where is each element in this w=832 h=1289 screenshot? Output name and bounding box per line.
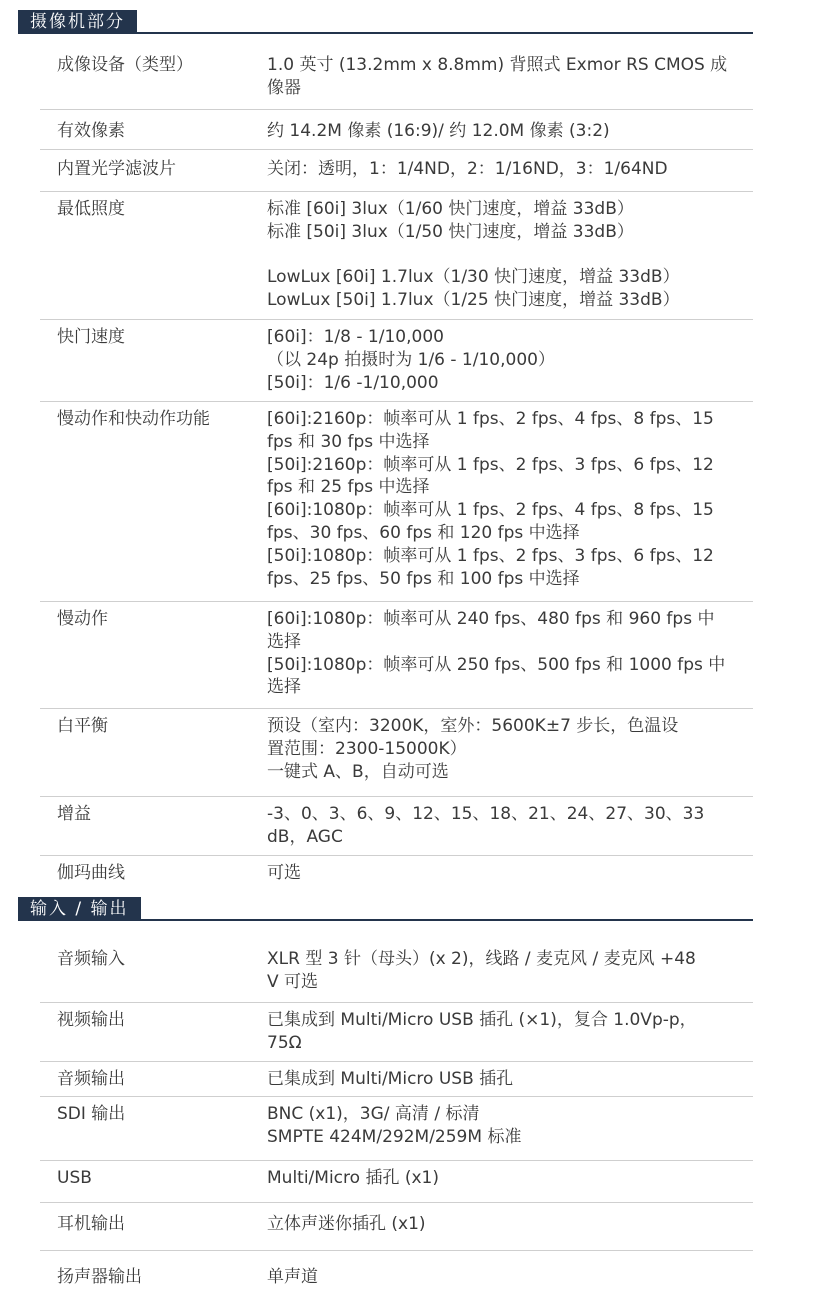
spec-value-line: [60i]:2160p：帧率可从 1 fps、2 fps、4 fps、8 fps、15 <box>267 409 714 429</box>
spec-value-line: [60i]:1080p：帧率可从 240 fps、480 fps 和 960 fps 中 <box>267 609 715 629</box>
spec-value-line: Multi/Micro 插孔 (x1) <box>267 1168 439 1188</box>
section-title: 摄像机部分 <box>18 10 137 34</box>
spec-row <box>40 320 753 402</box>
spec-value <box>267 715 727 783</box>
spec-value-line: 关闭：透明，1：1/4ND，2：1/16ND，3：1/64ND <box>267 159 668 179</box>
spec-value-line: 置范围：2300-15000K） <box>267 738 467 759</box>
spec-value-line: 1.0 英寸 (13.2mm x 8.8mm) 背照式 Exmor RS CMOS 成 <box>267 55 728 75</box>
spec-value-line: 预设（室内：3200K，室外：5600K±7 步长，色温设 <box>267 716 679 736</box>
spec-label: 内置光学滤波片 <box>57 159 176 179</box>
spec-value-line: fps、25 fps、50 fps 和 100 fps 中选择 <box>267 568 580 589</box>
spec-row <box>40 709 753 797</box>
section-header <box>18 897 753 921</box>
spec-label: 成像设备（类型） <box>57 55 193 75</box>
spec-row <box>40 48 753 110</box>
spec-value <box>267 1009 727 1055</box>
spec-value <box>267 1103 727 1149</box>
spec-value-line: 标准 [60i] 3lux（1/60 快门速度，增益 33dB） <box>267 199 634 219</box>
spec-value-gap <box>267 244 727 267</box>
spec-row <box>40 1003 753 1062</box>
spec-row <box>40 856 753 892</box>
spec-value-line: LowLux [60i] 1.7lux（1/30 快门速度，增益 33dB） <box>267 267 680 288</box>
section-header <box>18 10 753 34</box>
spec-value <box>267 1167 727 1190</box>
spec-row <box>40 192 753 320</box>
spec-value-line: 75Ω <box>267 1032 302 1053</box>
spec-label: 快门速度 <box>57 327 125 347</box>
spec-label: 扬声器输出 <box>57 1267 142 1287</box>
spec-row <box>40 1097 753 1161</box>
spec-value-line: XLR 型 3 针（母头）(x 2)，线路 / 麦克风 / 麦克风 +48 <box>267 949 696 969</box>
spec-row <box>40 1251 753 1287</box>
spec-value <box>267 158 727 181</box>
spec-value <box>267 1213 727 1236</box>
spec-value <box>267 948 727 994</box>
spec-value-line: 一键式 A、B，自动可选 <box>267 761 449 782</box>
spec-value-line: 像器 <box>267 77 301 98</box>
spec-label: 增益 <box>57 804 91 824</box>
spec-value-line: LowLux [50i] 1.7lux（1/25 快门速度，增益 33dB） <box>267 290 680 311</box>
spec-value <box>267 120 727 143</box>
spec-value <box>267 1266 727 1289</box>
spec-value-line: SMPTE 424M/292M/259M 标准 <box>267 1126 522 1147</box>
spec-label: 有效像素 <box>57 121 125 141</box>
section-title: 输入 / 输出 <box>18 897 141 921</box>
spec-row <box>40 936 753 1003</box>
spec-value <box>267 608 727 699</box>
spec-value-line: fps、30 fps、60 fps 和 120 fps 中选择 <box>267 522 580 543</box>
spec-value-line: 选择 <box>267 677 301 698</box>
spec-label: 耳机输出 <box>57 1214 125 1234</box>
spec-value <box>267 54 727 100</box>
spec-row <box>40 1203 753 1251</box>
spec-label: 音频输出 <box>57 1069 125 1089</box>
spec-label: 伽玛曲线 <box>57 863 125 883</box>
spec-value-line: 选择 <box>267 631 301 652</box>
spec-value <box>267 408 727 590</box>
spec-value-line: [50i]:2160p：帧率可从 1 fps、2 fps、3 fps、6 fps、12 <box>267 454 714 475</box>
spec-row <box>40 602 753 709</box>
spec-row <box>40 1161 753 1203</box>
spec-value-line: 立体声迷你插孔 (x1) <box>267 1214 426 1234</box>
spec-value-line: [50i]:1080p：帧率可从 250 fps、500 fps 和 1000 fps 中 <box>267 654 726 675</box>
spec-value-line: [50i]:1080p：帧率可从 1 fps、2 fps、3 fps、6 fps、12 <box>267 545 714 566</box>
spec-value-line: 标准 [50i] 3lux（1/50 快门速度，增益 33dB） <box>267 221 634 242</box>
spec-value-line: -3、0、3、6、9、12、15、18、21、24、27、30、33 <box>267 804 705 824</box>
spec-value <box>267 1068 727 1091</box>
spec-label: 慢动作 <box>57 609 108 629</box>
spec-row <box>40 1062 753 1097</box>
spec-value-line: 可选 <box>267 863 301 883</box>
section-rule <box>18 919 753 921</box>
spec-value <box>267 326 727 394</box>
spec-value <box>267 198 727 312</box>
spec-value-line: 单声道 <box>267 1267 318 1287</box>
spec-label: 慢动作和快动作功能 <box>57 409 210 429</box>
spec-value-line: BNC (x1)，3G/ 高清 / 标清 <box>267 1104 480 1124</box>
spec-label: 白平衡 <box>57 716 108 736</box>
spec-row <box>40 402 753 602</box>
spec-label: 视频输出 <box>57 1010 125 1030</box>
section-rule <box>18 32 753 34</box>
spec-value-line: [60i]：1/8 - 1/10,000 <box>267 327 444 347</box>
spec-value-line: （以 24p 拍摄时为 1/6 - 1/10,000） <box>267 349 555 370</box>
spec-value-line: [50i]：1/6 -1/10,000 <box>267 372 439 393</box>
spec-label: 音频输入 <box>57 949 125 969</box>
spec-value <box>267 803 727 849</box>
spec-row <box>40 114 753 150</box>
spec-value <box>267 862 727 885</box>
spec-row <box>40 797 753 856</box>
spec-label: SDI 输出 <box>57 1104 126 1124</box>
spec-value-line: 已集成到 Multi/Micro USB 插孔 <box>267 1069 514 1089</box>
spec-value-line: fps 和 25 fps 中选择 <box>267 477 430 498</box>
spec-value-line: [60i]:1080p：帧率可从 1 fps、2 fps、4 fps、8 fps、15 <box>267 500 714 521</box>
spec-value-line: dB，AGC <box>267 826 343 847</box>
spec-label: USB <box>57 1168 92 1188</box>
spec-value-line: fps 和 30 fps 中选择 <box>267 431 430 452</box>
spec-row <box>40 152 753 192</box>
spec-value-line: 已集成到 Multi/Micro USB 插孔 (×1)，复合 1.0Vp-p， <box>267 1010 697 1030</box>
spec-label: 最低照度 <box>57 199 125 219</box>
spec-value-line: V 可选 <box>267 971 319 992</box>
spec-value-line: 约 14.2M 像素 (16:9)/ 约 12.0M 像素 (3:2) <box>267 121 610 141</box>
